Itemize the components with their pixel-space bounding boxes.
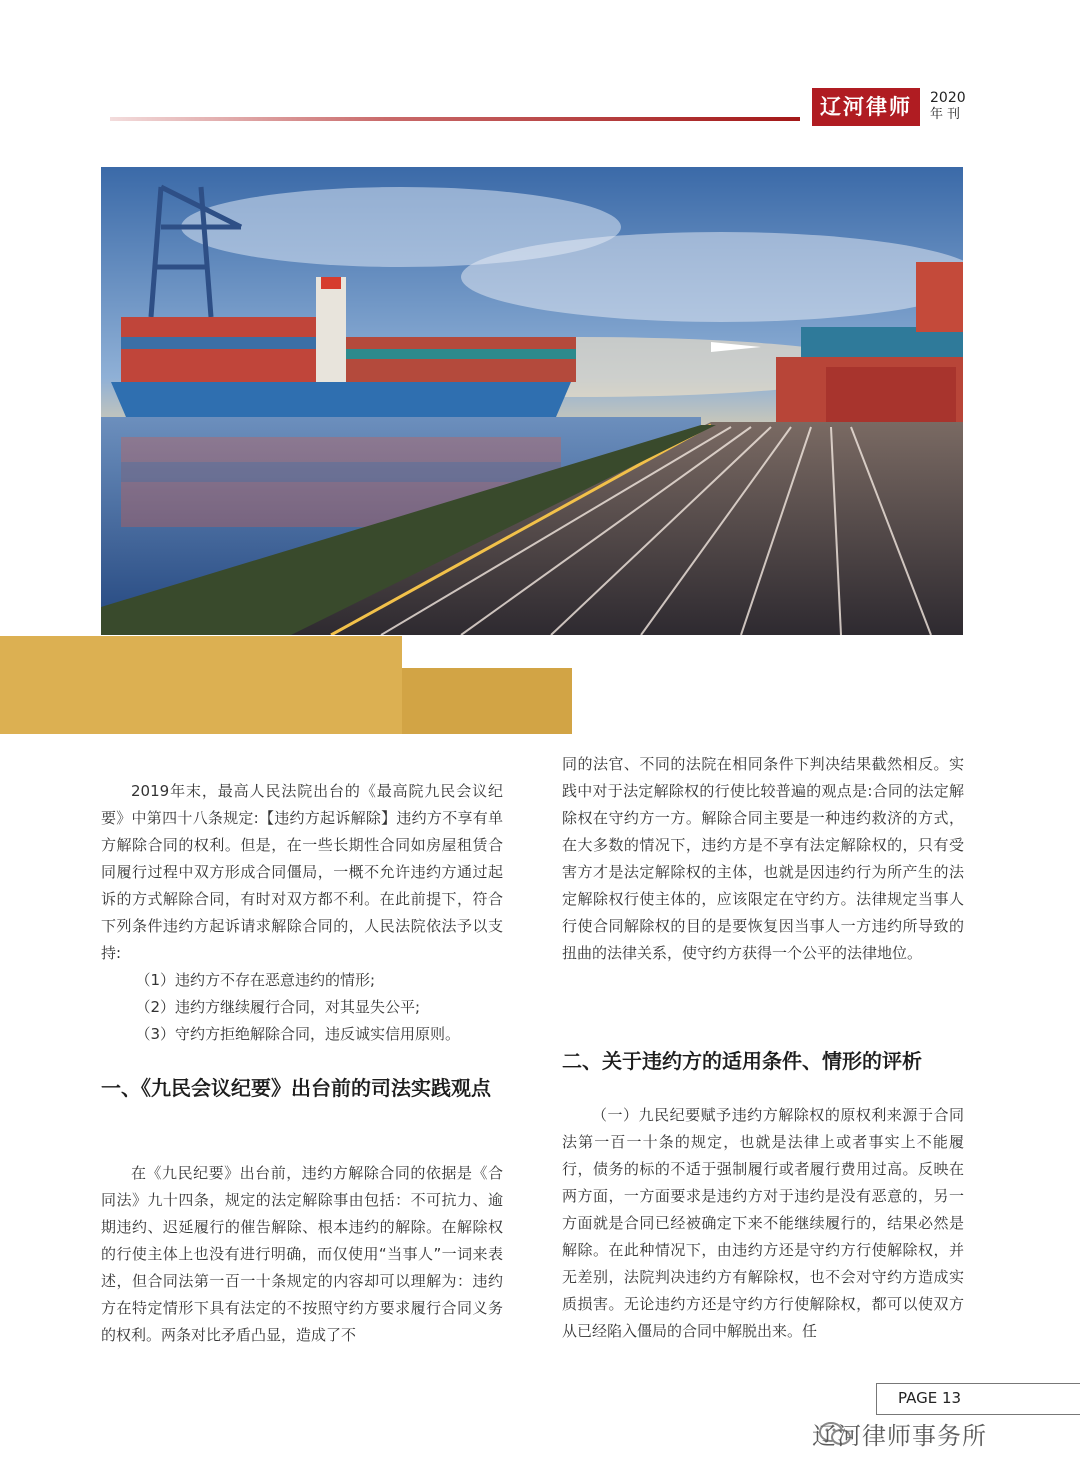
section-heading-2-wrap — [562, 1046, 972, 1077]
body-paragraph: （一）九民纪要赋予违约方解除权的原权利来源于合同法第一百一十条的规定，也就是法律上或者事实上不能履行，债务的标的不适于强制履行或者履行费用过高。反映在两方面，一方面要求是违约方对于违约是没有恶意的，另一方面就是合同已经被确定下来不能继续履行的，结果必然是解除。在此种情况下，由违约方还是守约方行使解除权，并无差别，法院判决违约方有解除权，也不会对守约方造成实质损害。无论违约方还是守约方行使解除权，都可以使双方从已经陷入僵局的合同中解脱出来。任 — [562, 1106, 964, 1340]
header-year-sub: 年刊 — [930, 107, 965, 122]
decorative-gold-bar-light — [0, 636, 402, 734]
body-paragraph: 同的法官、不同的法院在相同条件下判决结果截然相反。实践中对于法定解除权的行使比较普遍的观点是:合同的法定解除权在守约方一方。解除合同主要是一种违约救济的方式，在大多数的情况下，违约方是不享有法定解除权的，只有受害方才是法定解除权的主体，也就是因违约行为所产生的法定解除权行使主体的，应该限定在守约方。法律规定当事人行使合同解除权的目的是要恢复因当事人一方违约所导致的扭曲的法律关系，使守约方获得一个公平的法律地位。 — [562, 755, 964, 962]
watermark-text: 辽河律师事务所 — [812, 1422, 987, 1450]
list-item: （3）守约方拒绝解除合同，违反诚实信用原则。 — [135, 1025, 461, 1043]
right-column-continued — [562, 1102, 964, 1345]
header-year: 2020 — [930, 90, 966, 106]
section-heading-2: 二、关于违约方的适用条件、情形的评析 — [562, 1049, 922, 1073]
left-column — [101, 778, 503, 1048]
intro-paragraph: 2019年末，最高人民法院出台的《最高院九民会议纪要》中第四十八条规定:【违约方起诉解除】违约方不享有单方解除合同的权利。但是，在一些长期性合同如房屋租赁合同履行过程中双方形成合同僵局，一概不允许违约方通过起诉的方式解除合同，有时对双方都不利。在此前提下，符合下列条件违约方起诉请求解除合同的，人民法院依法予以支持: — [101, 782, 503, 962]
right-column — [562, 751, 964, 967]
section-heading-1-wrap — [101, 1073, 511, 1104]
body-paragraph: 在《九民纪要》出台前，违约方解除合同的依据是《合同法》九十四条，规定的法定解除事由包括：不可抗力、逾期违约、迟延履行的催告解除、根本违约的解除。在解除权的行使主体上也没有进行明确，而仅使用“当事人”一词来表述，但合同法第一百一十条规定的内容却可以理解为：违约方在特定情形下具有法定的不按照守约方要求履行合同义务的权利。两条对比矛盾凸显，造成了不 — [101, 1164, 503, 1344]
page-number: PAGE 13 — [898, 1389, 962, 1407]
list-item: （2）违约方继续履行合同，对其显失公平; — [135, 998, 421, 1016]
port-logistics-image — [101, 167, 963, 635]
left-column-continued — [101, 1160, 503, 1349]
hero-image — [101, 167, 963, 635]
header-rule — [110, 117, 800, 121]
section-heading-1: 一、《九民会议纪要》出台前的司法实践观点 — [101, 1076, 491, 1100]
list-item: （1）违约方不存在恶意违约的情形; — [135, 971, 376, 989]
magazine-logo: 辽河律师 — [812, 88, 920, 126]
